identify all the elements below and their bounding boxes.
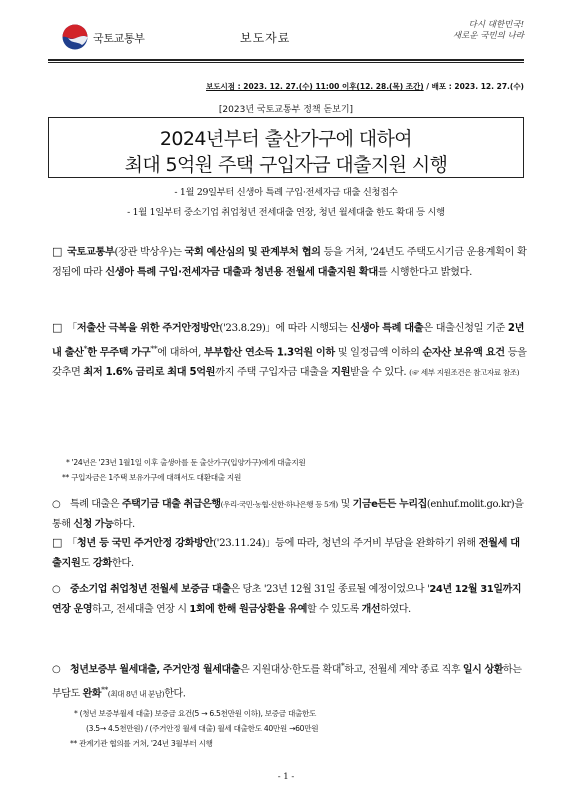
paragraph-3: □ 「청년 등 국민 주거안정 강화방안('23.11.24)」등에 따라, 청년의 주거비 부담을 완화하기 위해 전월세 대출지원도 강화한다.: [52, 536, 520, 569]
paragraph-1: □ 국토교통부(장관 박상우)는 국회 예산심의 및 관계부처 협의 등을 거쳐, '24년도 주택도시기금 운용계획이 확정됨에 따라 신생아 특례 구입·전세자금 대출과 청년용 전월세 대출지원 확대를 시행한다고 밝혔다.: [52, 245, 527, 278]
distribution-date: 배포 : 2023. 12. 27.(수): [431, 82, 524, 91]
page-number: - 1 -: [277, 772, 295, 782]
slogan-line1: 다시 대한민국!: [468, 20, 524, 30]
circle-bullet-icon: ○: [52, 584, 61, 595]
paragraph-2: □ 「저출산 극복을 위한 주거안정방안('23.8.29)」에 따라 시행되는 신생아 특례 대출은 대출신청일 기준 2년 내 출산*한 무주택 가구**에 대하여, 부부합산 연소득 1.3억원 이하 및 일정금액 이하의 순자산 보유액 요건 등을 갖추면 최저 1.6% 금리로 최대 5억원까지 주택 구입자금 대출을 지원받을 수 있다. (☞ 세부 지원조건은 참고자료 참조): [52, 321, 527, 379]
bullet-1: ○ 특례 대출은 주택기금 대출 취급은행(우리·국민·농협·신한·하나은행 등 5개) 및 기금e든든 누리집(enhuf.molit.go.kr)을 통해 신청 가능하다.: [52, 495, 528, 534]
slogan: [452, 20, 524, 42]
bullet-3: ○ 청년보증부 월세대출, 주거안정 월세대출은 지원대상·한도를 확대*하고, 전월세 계약 종료 직후 일시 상환하는 부담도 완화**(최대 8년 내 분납)한다.: [52, 661, 522, 700]
footnote-1: * '24년은 '23년 1월1일 이후 출생아를 둔 출산가구(입양가구)에게 대출지원: [66, 458, 306, 467]
footnote-2: ** 구입자금은 1주택 보유가구에 대해서도 대환대출 지원: [62, 473, 241, 482]
square-bullet-icon: □: [52, 321, 63, 334]
title-box: [48, 117, 524, 178]
embargo-line: [206, 81, 524, 92]
embargo-sep: /: [423, 82, 432, 91]
ministry-logo-icon: [62, 24, 88, 50]
circle-bullet-icon: ○: [52, 499, 61, 510]
ministry-name: 국토교통부: [93, 32, 145, 45]
bullet-2: ○ 중소기업 취업청년 전월세 보증금 대출은 당초 '23년 12월 31일 종료될 예정이었으나 '24년 12월 31일까지 연장 운영하고, 전세대출 연장 시 1회에 한해 원금상환을 유예할 수 있도록 개선하였다.: [52, 580, 528, 619]
subtitle-1: - 1월 29일부터 신생아 특례 구입·전세자금 대출 신청접수: [174, 187, 398, 198]
square-bullet-icon: □: [52, 245, 63, 258]
title-line1: 2024년부터 출산가구에 대하여: [159, 128, 413, 150]
footnote-3: * (청년 보증부월세 대출) 보증금 요건(5 → 6.5천만원 이하), 보증금 대출한도: [74, 709, 317, 718]
footnote-5: ** 관계기관 협의를 거쳐, '24년 3월부터 시행: [70, 739, 213, 748]
series-label: [2023년 국토교통부 정책 돋보기]: [218, 105, 354, 115]
footnote-4: (3.5→ 4.5천만원) / (주거안정 월세 대출) 월세 대출한도 40만원 →60만원: [86, 724, 319, 733]
header-rule: [48, 59, 524, 61]
subtitle-2: - 1월 1일부터 중소기업 취업청년 전세대출 연장, 청년 월세대출 한도 확대 등 시행: [127, 207, 445, 218]
square-bullet-icon: □: [52, 536, 63, 549]
title-line2: 최대 5억원 주택 구입자금 대출지원 시행: [124, 154, 448, 176]
slogan-line2: 새로운 국민의 나라: [452, 31, 524, 41]
embargo-time: 보도시점 : 2023. 12. 27.(수) 11:00 이후(12. 28.(목) 조간): [206, 82, 424, 91]
header-rule-thin: [48, 62, 524, 63]
circle-bullet-icon: ○: [52, 664, 61, 676]
doc-type: 보도자료: [240, 31, 291, 45]
